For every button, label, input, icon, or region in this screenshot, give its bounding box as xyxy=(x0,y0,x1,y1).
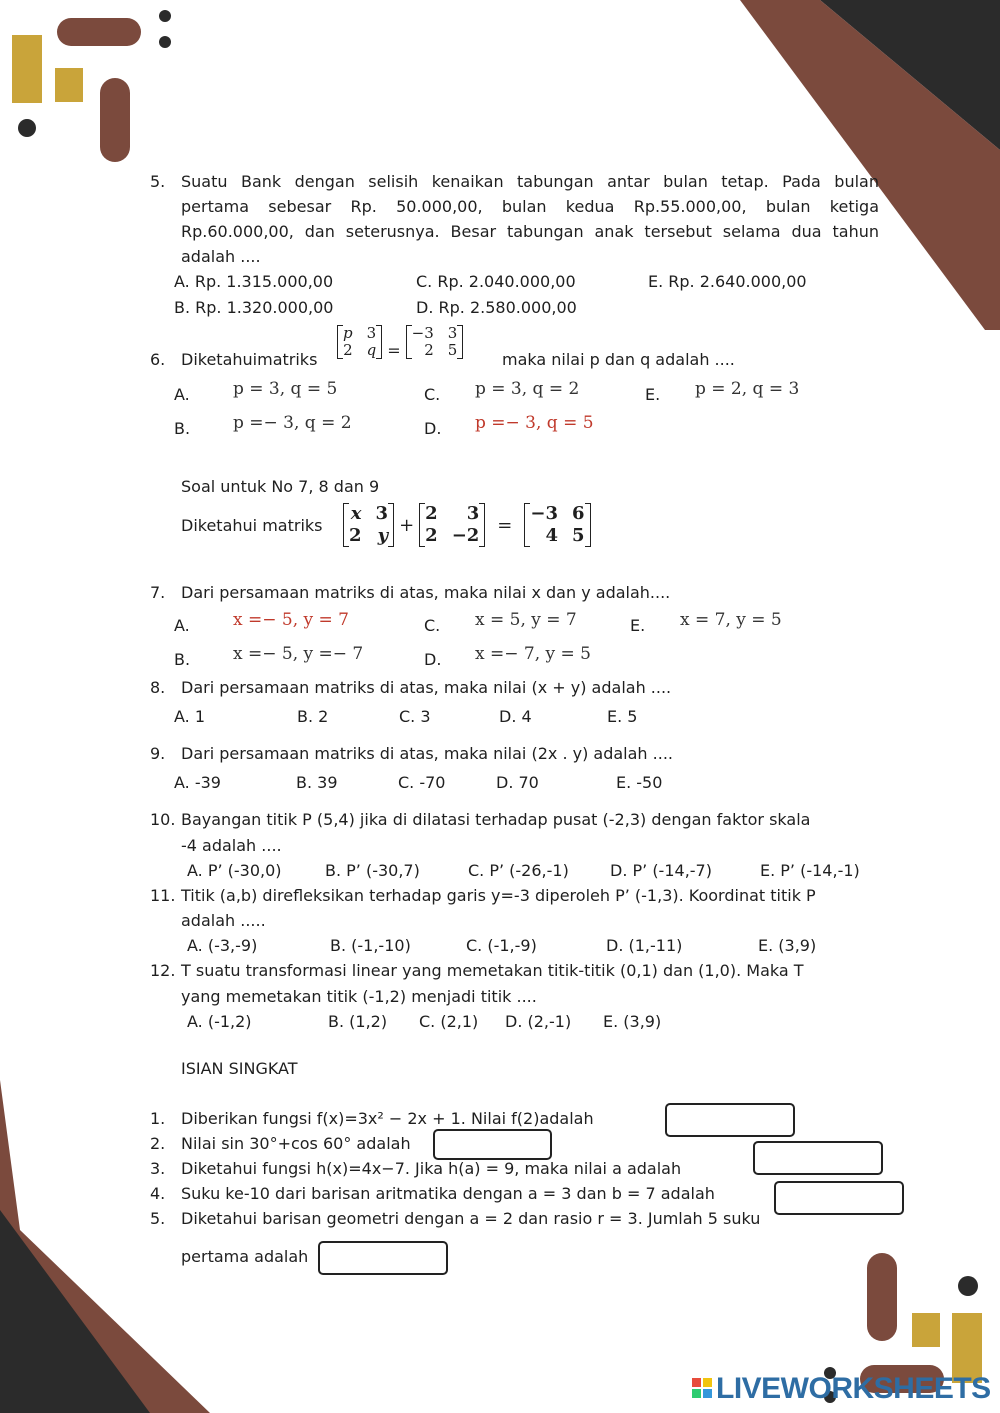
matrix-cell: q xyxy=(366,340,377,359)
option-a[interactable]: A. -39 xyxy=(174,773,221,792)
matrix-cell: 3 xyxy=(375,503,389,524)
question-text: Dari persamaan matriks di atas, maka nilai (x + y) adalah .... xyxy=(181,678,672,697)
matrix-cell: 2 xyxy=(425,525,438,546)
set-prefix: Diketahui matriks xyxy=(181,516,323,535)
option-d[interactable]: D. Rp. 2.580.000,00 xyxy=(416,298,577,317)
matrix-cell: 5 xyxy=(572,525,585,546)
dot-3 xyxy=(18,119,36,137)
option-e[interactable]: E. -50 xyxy=(616,773,663,792)
matrix-cell: 6 xyxy=(572,503,585,524)
matrix-cell: x xyxy=(350,503,362,524)
matrix-left xyxy=(337,325,382,359)
option-value[interactable]: p = 3, q = 5 xyxy=(233,379,338,399)
option-a[interactable]: A. (-1,2) xyxy=(187,1012,252,1031)
option-a[interactable]: A. P’ (-30,0) xyxy=(187,861,282,880)
decoration-top-left xyxy=(0,0,200,170)
question-text-line: Titik (a,b) direfleksikan terhadap garis y=-3 diperoleh P’ (-1,3). Koordinat titik P xyxy=(181,886,816,905)
question-text-line: Bayangan titik P (5,4) jika di dilatasi terhadap pusat (-2,3) dengan faktor skala xyxy=(181,810,811,829)
option-letter[interactable]: D. xyxy=(424,419,442,438)
option-value[interactable]: x =− 5, y =− 7 xyxy=(233,644,364,664)
question-number: 9. xyxy=(150,744,166,763)
item-text: Nilai sin 30°+cos 60° adalah xyxy=(181,1134,411,1153)
option-a[interactable]: A. Rp. 1.315.000,00 xyxy=(174,272,334,291)
option-d[interactable]: D. (1,-11) xyxy=(606,936,683,955)
question-prefix: Diketahuimatriks xyxy=(181,350,318,369)
dot-2 xyxy=(159,36,171,48)
matrix-cell: 2 xyxy=(349,525,362,546)
question-number: 11. xyxy=(150,886,176,905)
question-text-line: Rp.60.000,00, dan seterusnya. Besar tabungan anak tersebut selama dua tahun xyxy=(181,222,879,241)
question-text-line: -4 adalah .... xyxy=(181,836,282,855)
option-c[interactable]: C. Rp. 2.040.000,00 xyxy=(416,272,576,291)
matrix-cell: 4 xyxy=(545,525,558,546)
answer-box-5[interactable] xyxy=(318,1241,448,1275)
option-letter[interactable]: A. xyxy=(174,616,190,635)
item-text-line2: pertama adalah xyxy=(181,1247,309,1266)
gold-bar-vertical xyxy=(12,35,42,103)
option-d[interactable]: D. P’ (-14,-7) xyxy=(610,861,712,880)
option-b[interactable]: B. 2 xyxy=(297,707,329,726)
set-title: Soal untuk No 7, 8 dan 9 xyxy=(181,477,380,496)
option-b[interactable]: B. (-1,-10) xyxy=(330,936,411,955)
brown-bar-horizontal xyxy=(57,18,141,46)
item-text: Diketahui barisan geometri dengan a = 2 dan rasio r = 3. Jumlah 5 suku xyxy=(181,1209,761,1228)
matrix-cell: −3 xyxy=(411,323,434,342)
matrix-cell: 2 xyxy=(424,340,434,359)
option-e[interactable]: E. P’ (-14,-1) xyxy=(760,861,860,880)
item-number: 1. xyxy=(150,1109,166,1128)
option-b[interactable]: B. Rp. 1.320.000,00 xyxy=(174,298,334,317)
item-text: Diketahui fungsi h(x)=4x−7. Jika h(a) = 9, maka nilai a adalah xyxy=(181,1159,682,1178)
question-suffix: maka nilai p dan q adalah .... xyxy=(502,350,735,369)
option-e[interactable]: E. Rp. 2.640.000,00 xyxy=(648,272,807,291)
option-e[interactable]: E. (3,9) xyxy=(603,1012,662,1031)
question-number: 5. xyxy=(150,172,166,191)
option-value[interactable]: x = 7, y = 5 xyxy=(680,610,782,630)
question-text-line: yang memetakan titik (-1,2) menjadi titik .... xyxy=(181,987,537,1006)
question-number: 10. xyxy=(150,810,176,829)
matrix-equation xyxy=(337,323,463,360)
option-letter[interactable]: D. xyxy=(424,650,442,669)
option-letter[interactable]: C. xyxy=(424,616,441,635)
option-value[interactable]: p =− 3, q = 2 xyxy=(233,413,352,433)
question-text-line: adalah ..... xyxy=(181,911,266,930)
option-value-highlighted[interactable]: x =− 5, y = 7 xyxy=(233,610,349,630)
question-number: 7. xyxy=(150,583,166,602)
matrix-cell: −2 xyxy=(451,525,480,546)
option-value-highlighted[interactable]: p =− 3, q = 5 xyxy=(475,413,594,433)
matrix-right xyxy=(406,325,464,359)
option-c[interactable]: C. (2,1) xyxy=(419,1012,479,1031)
question-number: 6. xyxy=(150,350,166,369)
option-value[interactable]: x =− 7, y = 5 xyxy=(475,644,591,664)
option-a[interactable]: A. 1 xyxy=(174,707,206,726)
option-d[interactable]: D. (2,-1) xyxy=(505,1012,572,1031)
option-letter[interactable]: B. xyxy=(174,650,191,669)
question-text-line: Suatu Bank dengan selisih kenaikan tabungan antar bulan tetap. Pada bulan xyxy=(181,172,879,191)
answer-box-1[interactable] xyxy=(665,1103,795,1137)
option-e[interactable]: E. (3,9) xyxy=(758,936,817,955)
matrix-cell: 2 xyxy=(343,340,353,359)
matrix-cell: p xyxy=(343,323,353,342)
option-b[interactable]: B. P’ (-30,7) xyxy=(325,861,420,880)
question-text: Dari persamaan matriks di atas, maka nilai (2x . y) adalah .... xyxy=(181,744,673,763)
option-c[interactable]: C. P’ (-26,-1) xyxy=(468,861,569,880)
equals-sign: = xyxy=(387,341,401,360)
option-a[interactable]: A. (-3,-9) xyxy=(187,936,258,955)
dot-bottom-1 xyxy=(958,1276,978,1296)
item-text: Suku ke-10 dari barisan aritmatika dengan a = 3 dan b = 7 adalah xyxy=(181,1184,715,1203)
matrix-cell: 5 xyxy=(447,340,458,359)
matrix-a xyxy=(343,503,394,547)
option-b[interactable]: B. 39 xyxy=(296,773,338,792)
matrix-cell: −3 xyxy=(530,503,558,524)
option-c[interactable]: C. -70 xyxy=(398,773,446,792)
item-number: 4. xyxy=(150,1184,166,1203)
option-letter[interactable]: E. xyxy=(645,385,661,404)
matrix-b xyxy=(419,503,485,547)
answer-box-4[interactable] xyxy=(774,1181,904,1215)
option-d[interactable]: D. 70 xyxy=(496,773,539,792)
option-letter[interactable]: B. xyxy=(174,419,191,438)
section-heading: ISIAN SINGKAT xyxy=(181,1059,298,1078)
option-value[interactable]: p = 2, q = 3 xyxy=(695,379,800,399)
matrix-equation-set xyxy=(343,503,591,547)
option-e[interactable]: E. 5 xyxy=(607,707,638,726)
matrix-cell: 2 xyxy=(425,503,438,524)
option-d[interactable]: D. 4 xyxy=(499,707,532,726)
equals-sign: = xyxy=(497,514,513,536)
matrix-cell: 3 xyxy=(466,503,480,524)
option-letter[interactable]: C. xyxy=(424,385,441,404)
option-value[interactable]: p = 3, q = 2 xyxy=(475,379,580,399)
answer-box-3[interactable] xyxy=(753,1141,883,1175)
option-letter[interactable]: A. xyxy=(174,385,190,404)
dot-1 xyxy=(159,10,171,22)
question-text: Dari persamaan matriks di atas, maka nilai x dan y adalah.... xyxy=(181,583,671,602)
question-number: 12. xyxy=(150,961,176,980)
brown-bar-vertical xyxy=(100,78,130,162)
matrix-cell: y xyxy=(377,525,389,546)
option-b[interactable]: B. (1,2) xyxy=(328,1012,388,1031)
plus-sign: + xyxy=(399,514,415,536)
gold-square-bottom xyxy=(912,1313,940,1347)
question-text-line: adalah .... xyxy=(181,247,261,266)
brown-bar-vertical-bottom xyxy=(867,1253,897,1341)
question-number: 8. xyxy=(150,678,166,697)
matrix-c xyxy=(524,503,590,547)
option-c[interactable]: C. 3 xyxy=(399,707,431,726)
item-text: Diberikan fungsi f(x)=3x² − 2x + 1. Nilai f(2)adalah xyxy=(181,1109,594,1128)
option-value[interactable]: x = 5, y = 7 xyxy=(475,610,577,630)
matrix-cell: 3 xyxy=(447,323,458,342)
item-number: 3. xyxy=(150,1159,166,1178)
question-text-line: pertama sebesar Rp. 50.000,00, bulan kedua Rp.55.000,00, bulan ketiga xyxy=(181,197,879,216)
item-number: 5. xyxy=(150,1209,166,1228)
liveworksheets-logo[interactable]: LIVEWORKSHEETS xyxy=(716,1372,991,1405)
answer-box-2[interactable] xyxy=(433,1129,552,1160)
option-letter[interactable]: E. xyxy=(630,616,646,635)
question-text-line: T suatu transformasi linear yang memetakan titik-titik (0,1) dan (1,0). Maka T xyxy=(181,961,804,980)
item-number: 2. xyxy=(150,1134,166,1153)
matrix-cell: 3 xyxy=(366,323,377,342)
gold-square xyxy=(55,68,83,102)
option-c[interactable]: C. (-1,-9) xyxy=(466,936,537,955)
liveworksheets-logo-icon xyxy=(692,1378,712,1398)
